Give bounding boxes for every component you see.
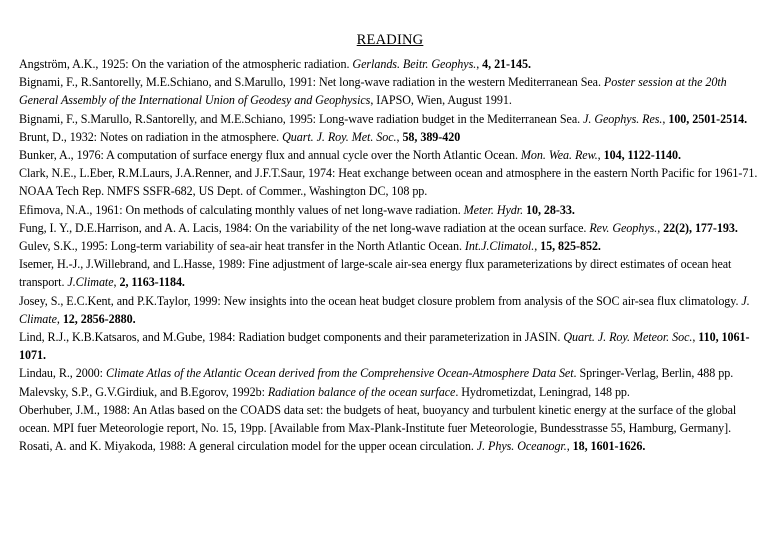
reference-text: Josey, S., E.C.Kent, and P.K.Taylor, 1999: New insights into the ocean heat budget closure problem from analysis of the SOC air-sea flux climatology. <box>19 293 742 308</box>
reference-text: Efimova, N.A., 1961: On methods of calculating monthly values of net long-wave radiation. <box>19 202 464 217</box>
reference-entry <box>19 128 764 146</box>
reference-entry <box>19 401 764 437</box>
reference-text: , <box>534 239 541 254</box>
reference-entry <box>19 292 764 328</box>
reference-entry <box>19 146 764 164</box>
reference-entry <box>19 110 764 128</box>
reference-source-italic: Mon. Wea. Rew. <box>520 148 598 163</box>
reference-source-italic: Rev. Geophys. <box>589 220 658 235</box>
reference-text: Bignami, F., R.Santorelly, M.E.Schiano, and S.Marullo, 1991: Net long-wave radiation in the western Mediterranean Sea. <box>19 75 604 90</box>
reference-volume-pages: 100, 2501-2514. <box>668 111 748 126</box>
reference-text: Fung, I. Y., D.E.Harrison, and A. A. Lacis, 1984: On the variability of the net long-wave radiation at the ocean surface. <box>19 220 590 235</box>
reference-source-italic: Int.J.Climatol. <box>464 239 535 254</box>
reference-text: . Springer-Verlag, Berlin, 488 pp. <box>573 366 734 381</box>
reference-volume-pages: 22(2), 177-193. <box>663 220 738 235</box>
reference-text: , IAPSO, Wien, August 1991. <box>370 93 512 108</box>
reference-text: Bignami, F., S.Marullo, R.Santorelly, and M.E.Schiano, 1995: Long-wave radiation budget in the Mediterranean Sea. <box>19 111 584 126</box>
reference-source-italic: Gerlands. Beitr. Geophys. <box>352 57 477 71</box>
reference-volume-pages: 4, 21-145. <box>482 57 531 71</box>
reference-text: Lindau, R., 2000: <box>19 366 106 381</box>
reference-text: Rosati, A. and K. Miyakoda, 1988: A general circulation model for the upper ocean circulation. <box>19 439 477 454</box>
reference-list <box>19 55 764 455</box>
reference-text: Malevsky, S.P., G.V.Girdiuk, and B.Egorov, 1992b: <box>19 384 268 399</box>
reference-volume-pages: 104, 1122-1140. <box>603 148 681 163</box>
reference-source-italic: Radiation balance of the ocean surface <box>267 384 456 399</box>
reference-entry <box>19 219 764 237</box>
reference-text: Gulev, S.K., 1995: Long-term variability of sea-air heat transfer in the North Atlantic Ocean. <box>19 239 465 254</box>
reference-entry <box>19 164 764 200</box>
reference-text: , <box>566 439 573 454</box>
reference-text: Isemer, H.-J., J.Willebrand, and L.Hasse, 1989: Fine adjustment of large-scale air-sea energy flux parameterizations by direct estimates of ocean heat transport. <box>19 257 732 290</box>
page-title: READING <box>356 32 424 48</box>
reference-text: , <box>476 57 483 71</box>
reference-source-italic: J. Geophys. Res. <box>583 111 663 126</box>
reference-text: , <box>692 330 699 345</box>
reference-text: Clark, N.E., L.Eber, R.M.Laurs, J.A.Renner, and J.F.T.Saur, 1974: Heat exchange between ocean and atmosphere in the eastern North Pacific for 1961-71. NOAA Tech Rep. NMFS SSFR-682, US Dept. of Commer., Washington DC, 108 pp. <box>19 166 758 199</box>
reference-volume-pages: 15, 825-852. <box>540 239 601 254</box>
reference-source-italic: J.Climate <box>67 275 114 290</box>
reference-volume-pages: 12, 2856-2880. <box>62 311 136 326</box>
reference-text: . Hydrometizdat, Leningrad, 148 pp. <box>455 384 630 399</box>
reference-source-italic: J. Phys. Oceanogr. <box>476 439 567 454</box>
reference-source-italic: Poster session at the 20th General Assembly of the International Union of Geodesy and Geophysics <box>19 75 727 108</box>
reference-entry <box>19 437 764 455</box>
reference-text: , <box>56 311 63 326</box>
reference-text: Lind, R.J., K.B.Katsaros, and M.Gube, 1984: Radiation budget components and their parameterization in JASIN. <box>19 330 564 345</box>
reference-text: Angström, A.K., 1925: On the variation of the atmospheric radiation. <box>19 57 353 71</box>
reference-volume-pages: 10, 28-33. <box>526 202 575 217</box>
reference-entry <box>19 237 764 255</box>
reference-text: , <box>113 275 120 290</box>
reference-text: , <box>396 129 403 144</box>
reference-source-italic: Quart. J. Roy. Meteor. Soc. <box>563 330 693 345</box>
reference-entry <box>19 201 764 219</box>
reference-entry <box>19 364 764 382</box>
reference-source-italic: Meter. Hydr. <box>463 202 524 217</box>
reference-entry <box>19 73 764 109</box>
reference-text: Oberhuber, J.M., 1988: An Atlas based on the COADS data set: the budgets of heat, buoyancy and turbulent kinetic energy at the surface of the global ocean. MPI fuer Meteorologie report, No. 15, 19pp. [Available from Max-Plank-Institute fuer Meteorologie, Bundesstrasse 55, Hamburg, Germany]. <box>19 402 737 436</box>
reference-text: , <box>657 220 664 235</box>
reference-volume-pages: 2, 1163-1184. <box>119 275 185 290</box>
reference-source-italic: J. Climate <box>19 293 750 326</box>
reference-text: Bunker, A., 1976: A computation of surface energy flux and annual cycle over the North Atlantic Ocean. <box>19 148 521 163</box>
reference-entry <box>19 383 764 401</box>
reference-entry <box>19 328 764 364</box>
reference-text: , <box>662 111 669 126</box>
reference-volume-pages: 58, 389-420 <box>402 129 461 144</box>
reference-text: Brunt, D., 1932: Notes on radiation in the atmosphere. <box>19 129 283 144</box>
reference-text: , <box>597 148 604 163</box>
reference-volume-pages: 18, 1601-1626. <box>572 439 646 454</box>
reference-source-italic: Climate Atlas of the Atlantic Ocean derived from the Comprehensive Ocean-Atmosphere Data Set <box>105 366 574 381</box>
reference-entry <box>19 55 764 73</box>
reference-source-italic: Quart. J. Roy. Met. Soc. <box>282 129 397 144</box>
reference-volume-pages: 110, 1061-1071. <box>19 330 750 363</box>
reference-entry <box>19 255 764 291</box>
